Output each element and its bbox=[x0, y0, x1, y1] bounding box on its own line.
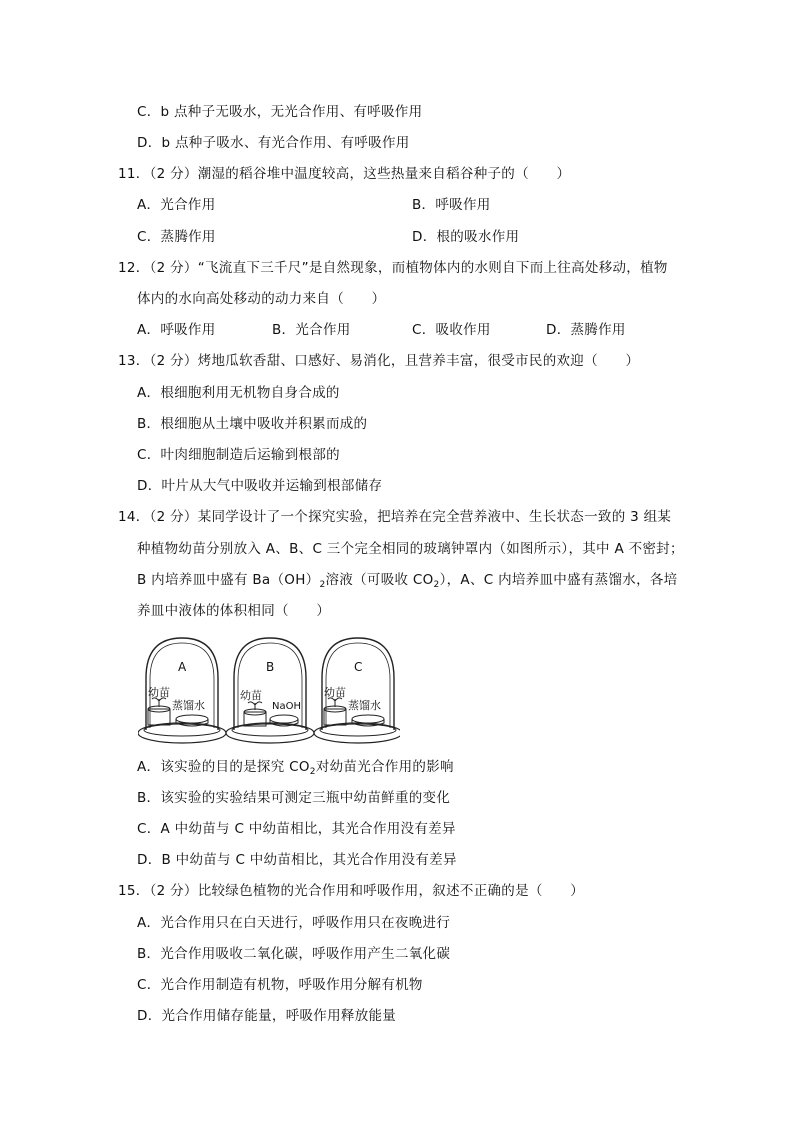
q11-option-c: C．蒸腾作用 bbox=[137, 229, 216, 245]
q15-option-c: C．光合作用制造有机物，呼吸作用分解有机物 bbox=[137, 977, 423, 993]
q14-stem-line3 bbox=[137, 569, 677, 591]
q11-option-a: A．光合作用 bbox=[137, 197, 216, 213]
q14-option-a-part2: 对幼苗光合作用的影响 bbox=[315, 759, 454, 775]
q12-stem-line1: 12．（2 分）“飞流直下三千尺”是自然现象，而植物体内的水则自下而上往高处移动，植物 bbox=[118, 260, 668, 276]
q14-stem-line2: 种植物幼苗分别放入 A、B、C 三个完全相同的玻璃钟罩内（如图所示），其中 A 不密封； bbox=[137, 541, 684, 557]
bell-jar-c bbox=[314, 638, 400, 743]
q14-stem-line4: 养皿中液体的体积相同（ ） bbox=[137, 603, 331, 619]
jar-letter-c: C bbox=[354, 660, 363, 674]
q11-option-b: B．呼吸作用 bbox=[412, 197, 491, 213]
q12-option-a: A．呼吸作用 bbox=[137, 322, 216, 338]
jar-c-seedling-label: 幼苗 bbox=[324, 686, 346, 699]
q14-stem-line3-part1: B 内培养皿中盛有 Ba（OH） bbox=[137, 572, 320, 588]
q13-stem: 13．（2 分）烤地瓜软香甜、口感好、易消化，且营养丰富，很受市民的欢迎（ ） bbox=[118, 353, 640, 369]
q15-option-d: D．光合作用储存能量，呼吸作用释放能量 bbox=[137, 1008, 397, 1024]
jar-a-dish-label: 蒸馏水 bbox=[172, 699, 205, 712]
q12-stem-line2: 体内的水向高处移动的动力来自（ ） bbox=[137, 291, 386, 307]
q12-option-b: B．光合作用 bbox=[272, 322, 351, 338]
q14-option-b: B．该实验的实验结果可测定三瓶中幼苗鲜重的变化 bbox=[137, 790, 451, 806]
q13-option-a: A．根细胞利用无机物自身合成的 bbox=[137, 385, 340, 401]
q11-stem: 11．（2 分）潮湿的稻谷堆中温度较高，这些热量来自稻谷种子的（ ） bbox=[118, 166, 571, 182]
q14-stem-line1: 14．（2 分）某同学设计了一个探究实验，把培养在完全营养液中、生长状态一致的 3 组某 bbox=[118, 509, 672, 525]
jar-a-seedling-label: 幼苗 bbox=[148, 686, 170, 699]
subscript-2: 2 bbox=[319, 580, 326, 590]
jar-letter-b: B bbox=[266, 660, 275, 674]
bell-jar-figure bbox=[138, 633, 400, 745]
q14-stem-line3-part2: 溶液（可吸收 CO bbox=[325, 572, 434, 588]
jar-b-seedling-label: 幼苗 bbox=[240, 689, 262, 702]
jar-b-dish-label: NaOH bbox=[272, 701, 301, 712]
q15-stem: 15．（2 分）比较绿色植物的光合作用和呼吸作用，叙述不正确的是（ ） bbox=[118, 883, 585, 899]
jar-letter-a: A bbox=[178, 660, 187, 674]
q10-option-d: D．b 点种子吸水、有光合作用、有呼吸作用 bbox=[137, 135, 410, 151]
q14-option-c: C．A 中幼苗与 C 中幼苗相比，其光合作用没有差异 bbox=[137, 821, 456, 837]
q13-option-d: D．叶片从大气中吸收并运输到根部储存 bbox=[137, 478, 383, 494]
q15-option-a: A．光合作用只在白天进行，呼吸作用只在夜晚进行 bbox=[137, 915, 451, 931]
q14-option-a bbox=[137, 756, 454, 778]
q12-option-d: D．蒸腾作用 bbox=[546, 322, 626, 338]
q12-option-c: C．吸收作用 bbox=[412, 322, 491, 338]
subscript-2: 2 bbox=[433, 580, 440, 590]
q10-option-c: C．b 点种子无吸水，无光合作用、有呼吸作用 bbox=[137, 104, 423, 120]
q11-option-d: D．根的吸水作用 bbox=[412, 229, 520, 245]
q14-option-d: D．B 中幼苗与 C 中幼苗相比，其光合作用没有差异 bbox=[137, 852, 457, 868]
q13-option-c: C．叶肉细胞制造后运输到根部的 bbox=[137, 447, 340, 463]
jar-c-dish-label: 蒸馏水 bbox=[348, 699, 381, 712]
bell-jar-b bbox=[226, 638, 314, 743]
bell-jar-a bbox=[138, 638, 226, 743]
q15-option-b: B．光合作用吸收二氧化碳，呼吸作用产生二氧化碳 bbox=[137, 946, 451, 962]
q14-stem-line3-part3: ），A、C 内培养皿中盛有蒸馏水，各培 bbox=[439, 572, 678, 588]
q14-option-a-part1: A．该实验的目的是探究 CO bbox=[137, 759, 310, 775]
q13-option-b: B．根细胞从土壤中吸收并积累而成的 bbox=[137, 416, 368, 432]
subscript-2: 2 bbox=[309, 767, 316, 777]
